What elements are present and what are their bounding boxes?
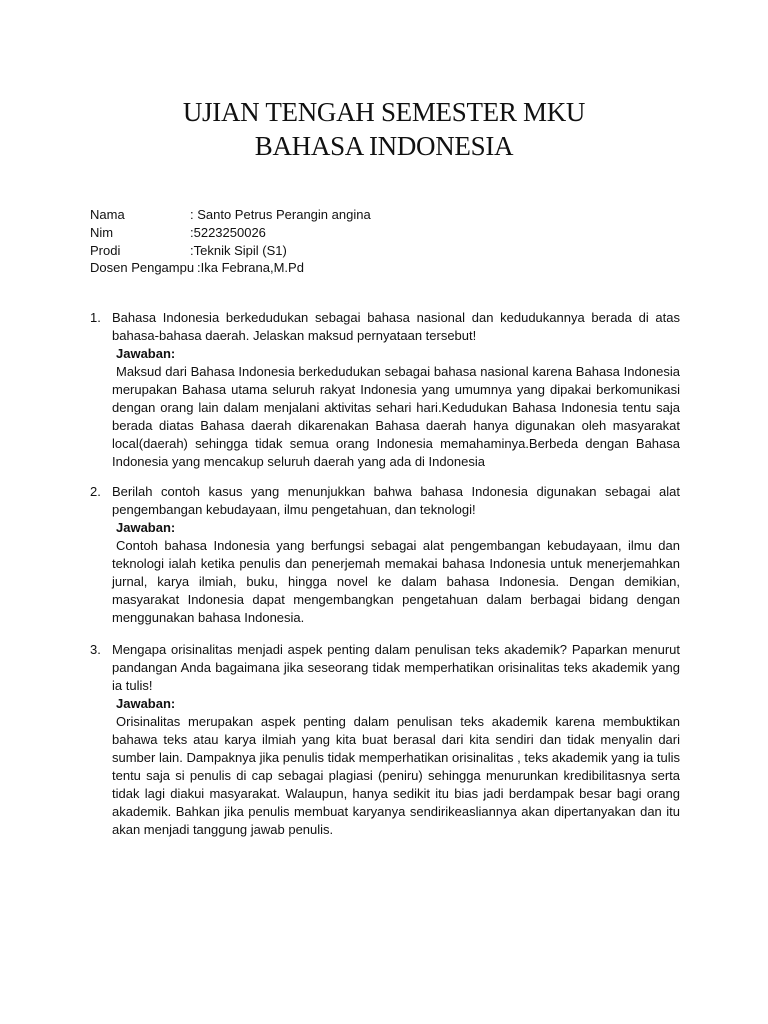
answer-label: Jawaban: (116, 520, 176, 535)
question-text: Mengapa orisinalitas menjadi aspek penting dalam penulisan teks akademik? Paparkan menurut pandangan Anda bagaimana jika seseorang tidak memperhatikan orisinalitas teks akademik yang ia tulis! (112, 642, 680, 693)
document-title-line-2: BAHASA INDONESIA (254, 131, 514, 161)
question-item-2 (90, 483, 680, 627)
answer-text: Orisinalitas merupakan aspek penting dalam penulisan teks akademik karena membuktikan bahawa teks atau karya ilmiah yang kita buat berasal dari kita sendiri dan tidak menyalin dari sumber lain. Dampaknya jika penulis tidak memperhatikan orisinalitas , teks akademik yang ia tulis tentu saja si penulis di cap sebagai plagiasi (peniru) sehingga menurunkan kredibilitasnya serta tidak lagi diakui masyarakat. Walaupun, hanya sedikit itu bias jadi berdampak besar bagi orang akademik. Bahkan jika penulis membuat karyanya sendirikeasliannya akan dipertanyakan dan itu akan menjadi tanggung jawab penulis. (112, 714, 680, 837)
answer-text: Maksud dari Bahasa Indonesia berkedudukan sebagai bahasa nasional karena Bahasa Indonesia merupakan Bahasa utama seluruh rakyat Indonesia yang umumnya yang dipakai berkomunikasi dengan orang lain dalam menjalani aktivitas sehari hari.Kedudukan Bahasa Indonesia tentu saja berada diatas Bahasa daerah dikarenakan Bahasa daerah hanya digunakan oleh masyarakat local(daerah) sehingga tidak semua orang Indonesia memahaminya.Berbeda dengan Bahasa Indonesia yang mencakup seluruh daerah yang ada di Indonesia (112, 364, 680, 469)
question-number: 3. (90, 642, 101, 657)
question-item-3 (90, 641, 680, 839)
question-item-1 (90, 309, 680, 471)
nama-label: Nama (90, 207, 125, 222)
nama-value: : Santo Petrus Perangin angina (190, 207, 371, 222)
prodi-label: Prodi (90, 242, 121, 258)
question-number: 2. (90, 484, 101, 499)
document-title-line-1: UJIAN TENGAH SEMESTER MKU (182, 97, 586, 127)
question-body (112, 483, 680, 627)
answer-label: Jawaban: (116, 696, 176, 711)
nim-label: Nim (90, 224, 114, 240)
prodi-value: :Teknik Sipil (S1) (190, 242, 287, 258)
nim-value: :5223250026 (190, 224, 266, 240)
question-body (112, 641, 680, 839)
question-text: Bahasa Indonesia berkedudukan sebagai bahasa nasional dan kedudukannya berada di atas bahasa-bahasa daerah. Jelaskan maksud pernyataan tersebut! (112, 310, 680, 343)
question-text: Berilah contoh kasus yang menunjukkan bahwa bahasa Indonesia digunakan sebagai alat pengembangan kebudayaan, ilmu pengetahuan, dan teknologi! (112, 484, 680, 517)
dosen-label: Dosen Pengampu (90, 260, 195, 276)
answer-label: Jawaban: (116, 346, 176, 361)
question-body (112, 309, 680, 471)
answer-text: Contoh bahasa Indonesia yang berfungsi sebagai alat pengembangan kebudayaan, ilmu dan teknologi ialah ketika penulis dan penerjemah memakai bahasa Indonesia untuk menerjemahkan jurnal, karya ilmiah, buku, hingga novel ke dalam bahasa Indonesia. Dengan demikian, masyarakat Indonesia dapat mengembangkan pengetahuan dalam berbagai bidang dengan menggunakan bahasa Indonesia. (112, 538, 680, 625)
dosen-value: :Ika Febrana,M.Pd (197, 260, 304, 276)
question-number: 1. (90, 310, 101, 325)
